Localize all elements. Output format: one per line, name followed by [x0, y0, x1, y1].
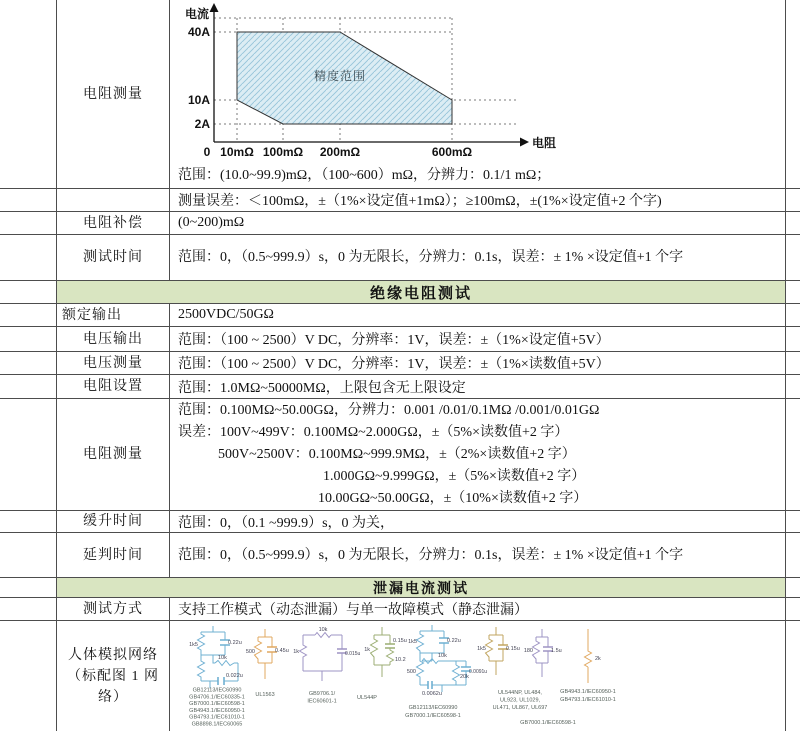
left-margin-cell	[0, 352, 57, 374]
y-tick-10A: 10A	[187, 93, 210, 107]
circuit-caption: GB4793.1/IEC61010-1	[189, 714, 245, 721]
component-value: 180	[523, 648, 533, 654]
component-value: 1k5	[189, 642, 198, 648]
resistor	[417, 631, 424, 653]
circuit-wires	[258, 629, 272, 679]
circuit-caption: UL1563	[255, 692, 275, 698]
circuit-wires	[420, 625, 444, 653]
row-ins-resistance-measurement	[0, 399, 800, 511]
circuit-caption: UL544NP, UL484,	[498, 690, 542, 696]
row-label-body-network: 人体模拟网络（标配图 1 网络）	[57, 621, 170, 731]
right-margin-cell	[786, 189, 800, 211]
row-ramp-time	[0, 511, 800, 533]
component-value: 10k	[318, 627, 328, 633]
ins-res-line-2: 误差：100V~499V：0.100MΩ~2.000GΩ，±（5%×读数值+2 字）	[178, 424, 569, 440]
resistor	[198, 655, 205, 681]
right-margin-cell	[786, 598, 800, 620]
section-header-insulation: 绝缘电阻测试	[57, 281, 786, 303]
x-axis-label: 电阻	[532, 136, 557, 150]
component-value: 20k	[460, 674, 469, 680]
row-test-mode	[0, 598, 800, 621]
right-margin-cell	[786, 511, 800, 532]
row-label-rated-output: 额定输出	[57, 304, 170, 326]
resistor	[215, 661, 234, 666]
left-margin-cell	[0, 375, 57, 398]
right-margin-cell	[786, 578, 800, 597]
resistor	[255, 637, 262, 663]
row-label-empty	[57, 189, 170, 211]
row-label-voltage-output: 电压输出	[57, 327, 170, 351]
circuit-wires	[489, 627, 503, 675]
component-value: 1k	[364, 647, 370, 653]
component-value: 0.0091u	[469, 669, 488, 675]
networks-bottom-caption: GB7000.1/IEC60598-1	[520, 720, 576, 726]
resistance-compensation-value: (0~200)mΩ	[170, 212, 786, 234]
circuit-caption: GB4793.1/IEC61010-1	[560, 697, 616, 703]
circuit-ul544p	[371, 627, 396, 677]
x-tick-600mohm: 600mΩ	[431, 145, 473, 159]
capacitor	[428, 681, 432, 689]
resistance-setting-value: 范围：1.0MΩ~50000MΩ，上限包含无上限设定	[170, 375, 786, 398]
right-margin-cell	[786, 304, 800, 326]
left-margin-cell	[0, 0, 57, 188]
resistor	[300, 643, 307, 659]
circuit-iec60601	[300, 633, 348, 682]
row-label-test-mode: 测试方式	[57, 598, 170, 620]
capacitor	[385, 644, 395, 648]
component-value: 500	[406, 669, 416, 675]
circuit-wires	[536, 629, 548, 677]
circuit-caption: GB12113/IEC60990	[192, 687, 242, 694]
resistor	[486, 635, 493, 661]
row-rated-output	[0, 304, 800, 327]
ins-res-line-3: 500V~2500V：0.100MΩ~999.9MΩ，±（2%×读数值+2 字）	[218, 446, 576, 462]
component-value: 0.22u	[228, 640, 242, 646]
left-margin-cell	[0, 621, 57, 731]
circuit-iec60950	[533, 629, 554, 677]
right-margin-cell	[786, 281, 800, 303]
left-margin-cell	[0, 399, 57, 510]
right-margin-cell	[786, 327, 800, 351]
capacitor	[218, 677, 224, 685]
delay-time-value: 范围：0，（0.5~999.9）s，0 为无限长，分辨力：0.1s，误差：± 1% ×设定值+1 个字	[178, 547, 684, 563]
left-margin-cell	[0, 212, 57, 234]
section-leakage-current	[0, 578, 800, 598]
right-margin-cell	[786, 235, 800, 280]
component-value: 10k	[438, 653, 447, 659]
row-label-ins-resistance-measurement: 电阻测量	[57, 399, 170, 510]
right-margin-cell	[786, 352, 800, 374]
component-value: 0.22u	[447, 638, 461, 644]
ramp-time-value: 范围：0，（0.1 ~999.9）s，0 为关，	[170, 511, 786, 532]
resistor	[371, 635, 378, 665]
left-margin-cell	[0, 511, 57, 532]
circuit-caption: GB4943.1/IEC60950-1	[560, 689, 616, 695]
row-label-resistance-compensation: 电阻补偿	[57, 212, 170, 234]
right-margin-cell	[786, 375, 800, 398]
resistance-measurement-cell	[170, 0, 786, 188]
row-label-voltage-measurement: 电压测量	[57, 352, 170, 374]
right-margin-cell	[786, 533, 800, 577]
section-insulation-resistance	[0, 281, 800, 304]
row-label-delay-time: 延判时间	[57, 533, 170, 577]
circuit-2k-resistor	[585, 629, 592, 683]
resistor	[585, 649, 592, 667]
body-network-diagrams	[170, 621, 786, 731]
circuit-wires	[303, 635, 342, 681]
component-value: 1k	[293, 649, 299, 655]
resistance-range-text: 范围：(10.0~99.9)mΩ，（100~600）mΩ，分辨力：0.1/1 mΩ；	[178, 168, 551, 183]
row-label-ramp-time: 缓升时间	[57, 511, 170, 532]
resistor	[198, 632, 205, 655]
ins-res-line-4: 1.000GΩ~9.999GΩ，±（5%×读数值+2 字）	[323, 468, 586, 484]
circuit-caption: GB9706.1/	[308, 691, 336, 697]
y-axis-arrow-icon	[210, 3, 219, 12]
right-margin-cell	[786, 212, 800, 234]
x-tick-200mohm: 200mΩ	[319, 145, 361, 159]
circuit-caption: GB4943.1/IEC60950-1	[189, 707, 245, 714]
resistor	[533, 637, 540, 663]
component-value: 2k	[595, 656, 601, 662]
x-tick-100mohm: 100mΩ	[262, 145, 304, 159]
accuracy-range-chart	[170, 0, 786, 163]
resistor	[387, 648, 394, 665]
row-label-test-time: 测试时间	[57, 235, 170, 280]
row-resistance-setting	[0, 375, 800, 399]
ins-res-line-5: 10.00GΩ~50.00GΩ，±（10%×读数值+2 字）	[318, 490, 588, 506]
left-margin-cell	[0, 578, 57, 597]
circuit-caption: GB7000.1/IEC60598-1	[189, 701, 245, 708]
circuit-caption: GB12113/IEC60990	[408, 705, 458, 711]
component-value: 500	[245, 649, 255, 655]
row-body-network	[0, 621, 800, 731]
y-axis-label: 电流	[185, 7, 210, 21]
circuit-caption: GB4706.1/IEC60335-1	[189, 694, 245, 701]
section-header-leakage: 泄漏电流测试	[57, 578, 786, 597]
component-value: 0.15u	[506, 646, 520, 652]
row-test-time	[0, 235, 800, 281]
component-value: 10.2	[395, 657, 406, 663]
resistor	[315, 633, 331, 638]
circuit-caption: UL544P	[357, 695, 377, 701]
accuracy-region-label: 精度范围	[313, 69, 367, 83]
y-tick-2A: 2A	[194, 117, 210, 131]
circuit-caption: UL923, UL1029,	[499, 697, 541, 704]
rated-output-value: 2500VDC/50GΩ	[170, 304, 786, 326]
row-delay-time	[0, 533, 800, 578]
circuit-ul544np	[486, 627, 509, 675]
component-value: 1k5	[477, 646, 486, 652]
row-label-resistance-measurement: 电阻测量	[57, 0, 170, 188]
right-margin-cell	[786, 0, 800, 188]
y-tick-40A: 40A	[187, 25, 210, 39]
row-label-resistance-setting: 电阻设置	[57, 375, 170, 398]
test-mode-value: 支持工作模式（动态泄漏）与单一故障模式（静态泄漏）	[170, 598, 786, 620]
resistor	[453, 665, 460, 681]
circuit-caption: UL471, UL867, UL697	[492, 705, 548, 711]
row-voltage-output	[0, 327, 800, 352]
row-resistance-measurement	[0, 0, 800, 189]
left-margin-cell	[0, 235, 57, 280]
voltage-measurement-value: 范围：（100 ~ 2500）V DC，分辨率：1V，误差：±（1%×读数值+5V）	[170, 352, 786, 374]
circuit-caption: IEC60601-1	[307, 698, 337, 705]
component-value: 1k5	[408, 639, 417, 645]
x-axis-arrow-icon	[520, 138, 529, 147]
left-margin-cell	[0, 189, 57, 211]
ins-res-line-1: 范围：0.100MΩ~50.00GΩ，分辨力：0.001 /0.01/0.1MΩ /0.001/0.01GΩ	[178, 402, 600, 418]
left-margin-cell	[0, 281, 57, 303]
resistor	[417, 653, 424, 685]
component-value: 0.022u	[226, 673, 243, 679]
component-value: 0.015u	[345, 651, 361, 657]
test-time-value: 范围：0，（0.5~999.9）s，0 为无限长，分辨力：0.1s，误差：± 1% ×设定值+1 个字	[178, 250, 684, 265]
voltage-output-value: 范围：（100 ~ 2500）V DC，分辨率：1V，误差：±（1%×设定值+5V）	[170, 327, 786, 351]
left-margin-cell	[0, 598, 57, 620]
left-margin-cell	[0, 304, 57, 326]
circuit-caption: GB7000.1/IEC60598-1	[405, 713, 461, 719]
row-voltage-measurement	[0, 352, 800, 375]
x-tick-10mohm: 10mΩ	[220, 145, 254, 159]
left-margin-cell	[0, 327, 57, 351]
circuit-wires	[374, 627, 390, 677]
left-margin-cell	[0, 533, 57, 577]
right-margin-cell	[786, 399, 800, 510]
component-value: 0.0062u	[422, 691, 442, 697]
row-measurement-error	[0, 189, 800, 212]
component-value: 0.45u	[275, 648, 289, 654]
circuit-caption: GB8898.1/IEC60065	[191, 721, 243, 728]
row-resistance-compensation	[0, 212, 800, 235]
measurement-error-text: 测量误差：＜100mΩ，±（1%×设定值+1mΩ）；≥100mΩ，±(1%×设定值+2 个字)	[170, 189, 786, 211]
component-value: 0.15u	[393, 638, 407, 644]
x-tick-0: 0	[203, 145, 211, 159]
circuit-ul1563	[255, 629, 278, 679]
component-value: 1.5u	[551, 648, 562, 654]
component-value: 10k	[218, 655, 227, 661]
right-margin-cell	[786, 621, 800, 731]
body-network-cell	[170, 621, 786, 731]
